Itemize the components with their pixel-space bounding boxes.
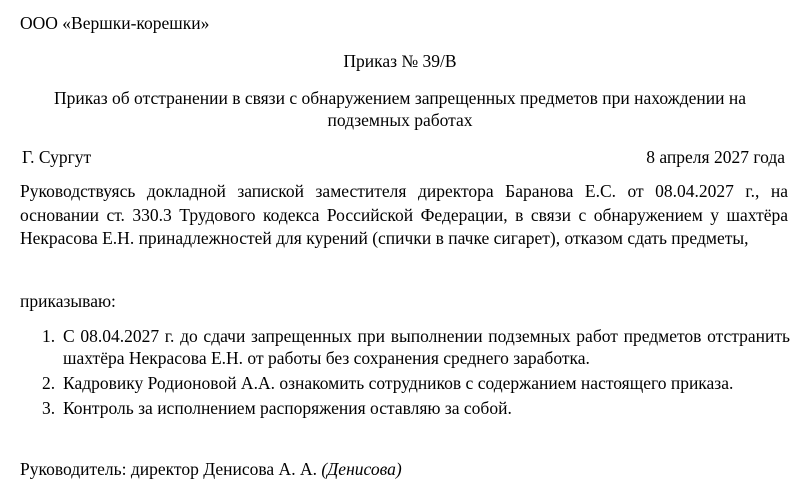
city: Г. Сургут [22,147,92,167]
signature-handwritten: (Денисова) [321,459,402,479]
company-name: ООО «Вершки-корешки» [20,13,210,33]
item-number: 1. [42,326,56,346]
item-text: Кадровику Родионовой А.А. ознакомить сотрудников с содержанием настоящего приказа. [63,373,734,393]
order-subject: Приказ об отстранении в связи с обнаружением запрещенных предметов при нахождении на подземных работах [53,88,747,130]
list-item [36,325,790,369]
item-number: 2. [42,373,56,393]
item-text: Контроль за исполнением распоряжения оставляю за собой. [63,398,512,418]
signature-label: Руководитель: директор Денисова А. А. [20,459,317,479]
signature-line [20,458,402,480]
order-basis: Руководствуясь докладной запиской заместителя директора Баранова Е.С. от 08.04.2027 г., на основании ст. 330.3 Трудового кодекса Российской Федерации, в связи с обнаружением у шахтёра Некрасова Е.Н. принадлежностей для курений (спички в пачке сигарет), отказом сдать предметы, [20,181,788,248]
order-word: приказываю: [20,291,116,311]
item-number: 3. [42,398,56,418]
order-number: Приказ № 39/В [343,51,457,71]
list-item [36,397,790,419]
order-date: 8 апреля 2027 года [646,147,785,167]
list-item [36,372,790,394]
order-items [36,325,790,422]
item-text: С 08.04.2027 г. до сдачи запрещенных при выполнении подземных работ предметов отстранить шахтёра Некрасова Е.Н. от работы без сохранения среднего заработка. [63,326,790,368]
